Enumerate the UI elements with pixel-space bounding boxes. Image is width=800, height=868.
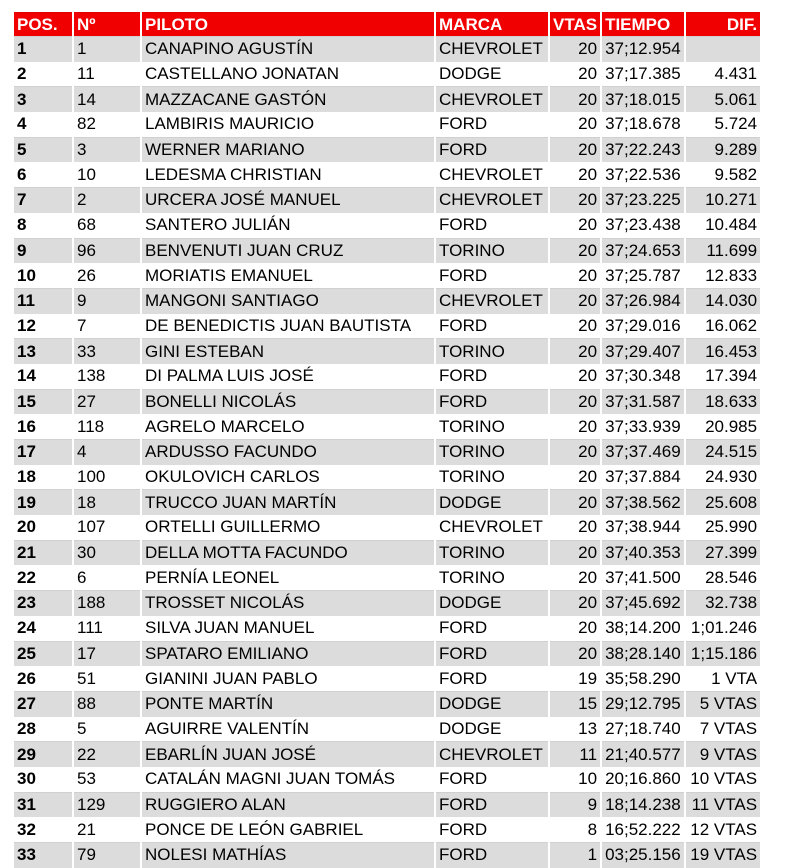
cell-driver: LEDESMA CHRISTIAN xyxy=(142,162,434,187)
cell-number: 138 xyxy=(74,364,140,389)
cell-number: 118 xyxy=(74,414,140,439)
cell-brand: FORD xyxy=(436,389,548,415)
cell-brand: DODGE xyxy=(436,590,548,616)
table-row xyxy=(14,792,760,818)
cell-laps: 20 xyxy=(550,238,600,264)
cell-driver: NOLESI MATHÍAS xyxy=(142,842,434,868)
cell-pos: 27 xyxy=(14,691,72,717)
cell-brand: CHEVROLET xyxy=(436,187,548,213)
header-diff: DIF. xyxy=(686,12,760,36)
cell-diff: 11 VTAS xyxy=(686,792,760,818)
table-header xyxy=(14,12,760,36)
cell-diff: 9 VTAS xyxy=(686,741,760,767)
cell-pos: 21 xyxy=(14,540,72,566)
cell-time: 37;17.385 xyxy=(602,62,684,87)
cell-number: 53 xyxy=(74,767,140,792)
cell-diff: 12 VTAS xyxy=(686,817,760,842)
cell-time: 29;12.795 xyxy=(602,691,684,717)
table-row xyxy=(14,565,760,590)
cell-laps: 20 xyxy=(550,288,600,314)
cell-diff: 10.271 xyxy=(686,187,760,213)
cell-driver: MAZZACANE GASTÓN xyxy=(142,86,434,112)
cell-laps: 8 xyxy=(550,817,600,842)
cell-driver: OKULOVICH CARLOS xyxy=(142,465,434,490)
table-row xyxy=(14,691,760,717)
cell-driver: TRUCCO JUAN MARTÍN xyxy=(142,489,434,515)
cell-time: 37;23.438 xyxy=(602,213,684,238)
cell-number: 2 xyxy=(74,187,140,213)
cell-pos: 25 xyxy=(14,641,72,667)
cell-laps: 20 xyxy=(550,616,600,641)
cell-time: 20;16.860 xyxy=(602,767,684,792)
cell-diff: 32.738 xyxy=(686,590,760,616)
cell-driver: BENVENUTI JUAN CRUZ xyxy=(142,238,434,264)
cell-driver: URCERA JOSÉ MANUEL xyxy=(142,187,434,213)
cell-laps: 20 xyxy=(550,590,600,616)
cell-pos: 2 xyxy=(14,62,72,87)
table-row xyxy=(14,137,760,163)
cell-driver: PERNÍA LEONEL xyxy=(142,565,434,590)
cell-brand: CHEVROLET xyxy=(436,515,548,540)
cell-brand: FORD xyxy=(436,213,548,238)
cell-laps: 20 xyxy=(550,489,600,515)
cell-brand: TORINO xyxy=(436,565,548,590)
cell-brand: FORD xyxy=(436,112,548,137)
cell-brand: CHEVROLET xyxy=(436,288,548,314)
cell-number: 68 xyxy=(74,213,140,238)
cell-pos: 18 xyxy=(14,465,72,490)
cell-number: 6 xyxy=(74,565,140,590)
cell-driver: SPATARO EMILIANO xyxy=(142,641,434,667)
cell-pos: 13 xyxy=(14,338,72,364)
cell-driver: EBARLÍN JUAN JOSÉ xyxy=(142,741,434,767)
cell-laps: 20 xyxy=(550,263,600,288)
cell-time: 37;29.016 xyxy=(602,314,684,339)
header-number: Nº xyxy=(74,12,140,36)
cell-laps: 10 xyxy=(550,767,600,792)
header-pos: POS. xyxy=(14,12,72,36)
cell-pos: 26 xyxy=(14,666,72,691)
cell-number: 188 xyxy=(74,590,140,616)
cell-time: 16;52.222 xyxy=(602,817,684,842)
cell-driver: GINI ESTEBAN xyxy=(142,338,434,364)
cell-brand: TORINO xyxy=(436,439,548,465)
cell-time: 37;33.939 xyxy=(602,414,684,439)
cell-brand: CHEVROLET xyxy=(436,36,548,62)
cell-diff: 10.484 xyxy=(686,213,760,238)
cell-pos: 6 xyxy=(14,162,72,187)
table-row xyxy=(14,36,760,62)
results-table xyxy=(12,12,762,868)
cell-time: 37;37.469 xyxy=(602,439,684,465)
cell-driver: ORTELLI GUILLERMO xyxy=(142,515,434,540)
cell-pos: 7 xyxy=(14,187,72,213)
cell-pos: 12 xyxy=(14,314,72,339)
cell-number: 96 xyxy=(74,238,140,264)
cell-brand: CHEVROLET xyxy=(436,86,548,112)
cell-driver: BONELLI NICOLÁS xyxy=(142,389,434,415)
cell-time: 37;45.692 xyxy=(602,590,684,616)
cell-number: 51 xyxy=(74,666,140,691)
cell-pos: 33 xyxy=(14,842,72,868)
cell-driver: PONCE DE LEÓN GABRIEL xyxy=(142,817,434,842)
table-row xyxy=(14,666,760,691)
cell-pos: 5 xyxy=(14,137,72,163)
cell-driver: RUGGIERO ALAN xyxy=(142,792,434,818)
cell-diff: 9.582 xyxy=(686,162,760,187)
header-time: TIEMPO xyxy=(602,12,684,36)
cell-laps: 15 xyxy=(550,691,600,717)
cell-brand: FORD xyxy=(436,364,548,389)
cell-laps: 20 xyxy=(550,36,600,62)
table-row xyxy=(14,641,760,667)
cell-brand: TORINO xyxy=(436,540,548,566)
cell-laps: 11 xyxy=(550,741,600,767)
cell-time: 37;25.787 xyxy=(602,263,684,288)
cell-laps: 20 xyxy=(550,338,600,364)
cell-laps: 1 xyxy=(550,842,600,868)
cell-number: 82 xyxy=(74,112,140,137)
table-row xyxy=(14,162,760,187)
cell-laps: 20 xyxy=(550,515,600,540)
table-row xyxy=(14,364,760,389)
cell-diff: 7 VTAS xyxy=(686,717,760,742)
cell-driver: DELLA MOTTA FACUNDO xyxy=(142,540,434,566)
cell-pos: 10 xyxy=(14,263,72,288)
cell-number: 11 xyxy=(74,62,140,87)
cell-time: 37;40.353 xyxy=(602,540,684,566)
cell-driver: AGUIRRE VALENTÍN xyxy=(142,717,434,742)
cell-time: 37;38.562 xyxy=(602,489,684,515)
cell-time: 38;14.200 xyxy=(602,616,684,641)
cell-pos: 24 xyxy=(14,616,72,641)
cell-diff: 11.699 xyxy=(686,238,760,264)
cell-time: 37;18.678 xyxy=(602,112,684,137)
cell-time: 37;37.884 xyxy=(602,465,684,490)
cell-diff: 19 VTAS xyxy=(686,842,760,868)
cell-number: 30 xyxy=(74,540,140,566)
cell-time: 37;24.653 xyxy=(602,238,684,264)
cell-time: 37;22.536 xyxy=(602,162,684,187)
cell-driver: SANTERO JULIÁN xyxy=(142,213,434,238)
cell-pos: 23 xyxy=(14,590,72,616)
table-row xyxy=(14,465,760,490)
table-row xyxy=(14,741,760,767)
cell-driver: MANGONI SANTIAGO xyxy=(142,288,434,314)
table-row xyxy=(14,288,760,314)
cell-driver: MORIATIS EMANUEL xyxy=(142,263,434,288)
cell-brand: TORINO xyxy=(436,465,548,490)
table-row xyxy=(14,414,760,439)
cell-number: 18 xyxy=(74,489,140,515)
cell-diff: 24.515 xyxy=(686,439,760,465)
table-row xyxy=(14,590,760,616)
cell-driver: WERNER MARIANO xyxy=(142,137,434,163)
cell-time: 37;38.944 xyxy=(602,515,684,540)
cell-time: 37;22.243 xyxy=(602,137,684,163)
cell-laps: 20 xyxy=(550,62,600,87)
cell-laps: 20 xyxy=(550,187,600,213)
table-row xyxy=(14,187,760,213)
cell-diff: 20.985 xyxy=(686,414,760,439)
cell-laps: 20 xyxy=(550,213,600,238)
cell-laps: 20 xyxy=(550,540,600,566)
cell-time: 35;58.290 xyxy=(602,666,684,691)
cell-number: 17 xyxy=(74,641,140,667)
cell-number: 129 xyxy=(74,792,140,818)
cell-driver: LAMBIRIS MAURICIO xyxy=(142,112,434,137)
table-row xyxy=(14,489,760,515)
cell-diff: 4.431 xyxy=(686,62,760,87)
cell-diff: 25.608 xyxy=(686,489,760,515)
table-row xyxy=(14,314,760,339)
cell-driver: AGRELO MARCELO xyxy=(142,414,434,439)
cell-brand: TORINO xyxy=(436,238,548,264)
cell-diff xyxy=(686,36,760,62)
cell-driver: CATALÁN MAGNI JUAN TOMÁS xyxy=(142,767,434,792)
header-laps: VTAS xyxy=(550,12,600,36)
cell-brand: FORD xyxy=(436,767,548,792)
cell-number: 14 xyxy=(74,86,140,112)
cell-number: 4 xyxy=(74,439,140,465)
cell-time: 37;23.225 xyxy=(602,187,684,213)
cell-number: 88 xyxy=(74,691,140,717)
cell-pos: 9 xyxy=(14,238,72,264)
cell-number: 33 xyxy=(74,338,140,364)
cell-brand: FORD xyxy=(436,842,548,868)
cell-diff: 25.990 xyxy=(686,515,760,540)
cell-driver: ARDUSSO FACUNDO xyxy=(142,439,434,465)
cell-brand: FORD xyxy=(436,137,548,163)
cell-number: 107 xyxy=(74,515,140,540)
cell-brand: DODGE xyxy=(436,62,548,87)
table-row xyxy=(14,515,760,540)
cell-pos: 1 xyxy=(14,36,72,62)
cell-pos: 31 xyxy=(14,792,72,818)
cell-laps: 13 xyxy=(550,717,600,742)
table-row xyxy=(14,263,760,288)
cell-pos: 22 xyxy=(14,565,72,590)
cell-pos: 19 xyxy=(14,489,72,515)
cell-time: 37;18.015 xyxy=(602,86,684,112)
cell-time: 37;41.500 xyxy=(602,565,684,590)
cell-laps: 20 xyxy=(550,389,600,415)
cell-laps: 20 xyxy=(550,641,600,667)
cell-brand: TORINO xyxy=(436,338,548,364)
cell-diff: 1 VTA xyxy=(686,666,760,691)
cell-driver: PONTE MARTÍN xyxy=(142,691,434,717)
cell-diff: 5.724 xyxy=(686,112,760,137)
table-row xyxy=(14,112,760,137)
cell-laps: 20 xyxy=(550,439,600,465)
cell-driver: SILVA JUAN MANUEL xyxy=(142,616,434,641)
table-row xyxy=(14,86,760,112)
cell-pos: 15 xyxy=(14,389,72,415)
cell-diff: 12.833 xyxy=(686,263,760,288)
cell-pos: 30 xyxy=(14,767,72,792)
cell-number: 79 xyxy=(74,842,140,868)
cell-number: 100 xyxy=(74,465,140,490)
cell-brand: FORD xyxy=(436,616,548,641)
cell-pos: 3 xyxy=(14,86,72,112)
cell-brand: FORD xyxy=(436,666,548,691)
cell-pos: 8 xyxy=(14,213,72,238)
cell-diff: 1;01.246 xyxy=(686,616,760,641)
cell-driver: TROSSET NICOLÁS xyxy=(142,590,434,616)
cell-number: 3 xyxy=(74,137,140,163)
cell-diff: 16.453 xyxy=(686,338,760,364)
cell-diff: 5 VTAS xyxy=(686,691,760,717)
cell-diff: 1;15.186 xyxy=(686,641,760,667)
cell-brand: FORD xyxy=(436,817,548,842)
cell-number: 10 xyxy=(74,162,140,187)
cell-brand: DODGE xyxy=(436,691,548,717)
cell-diff: 24.930 xyxy=(686,465,760,490)
cell-time: 18;14.238 xyxy=(602,792,684,818)
cell-brand: TORINO xyxy=(436,414,548,439)
cell-number: 9 xyxy=(74,288,140,314)
cell-diff: 28.546 xyxy=(686,565,760,590)
table-row xyxy=(14,767,760,792)
cell-driver: CASTELLANO JONATAN xyxy=(142,62,434,87)
cell-time: 27;18.740 xyxy=(602,717,684,742)
cell-pos: 14 xyxy=(14,364,72,389)
cell-brand: FORD xyxy=(436,263,548,288)
cell-diff: 17.394 xyxy=(686,364,760,389)
cell-diff: 5.061 xyxy=(686,86,760,112)
cell-pos: 17 xyxy=(14,439,72,465)
table-row xyxy=(14,213,760,238)
header-brand: MARCA xyxy=(436,12,548,36)
cell-time: 37;12.954 xyxy=(602,36,684,62)
table-row xyxy=(14,717,760,742)
cell-diff: 16.062 xyxy=(686,314,760,339)
cell-time: 38;28.140 xyxy=(602,641,684,667)
cell-pos: 11 xyxy=(14,288,72,314)
cell-laps: 20 xyxy=(550,314,600,339)
cell-pos: 20 xyxy=(14,515,72,540)
cell-laps: 19 xyxy=(550,666,600,691)
cell-number: 111 xyxy=(74,616,140,641)
cell-time: 21;40.577 xyxy=(602,741,684,767)
cell-diff: 9.289 xyxy=(686,137,760,163)
table-row xyxy=(14,817,760,842)
cell-diff: 14.030 xyxy=(686,288,760,314)
table-row xyxy=(14,238,760,264)
cell-time: 37;26.984 xyxy=(602,288,684,314)
cell-time: 37;31.587 xyxy=(602,389,684,415)
cell-laps: 20 xyxy=(550,465,600,490)
cell-time: 03;25.156 xyxy=(602,842,684,868)
cell-laps: 20 xyxy=(550,137,600,163)
cell-laps: 20 xyxy=(550,86,600,112)
cell-brand: CHEVROLET xyxy=(436,162,548,187)
cell-number: 27 xyxy=(74,389,140,415)
table-row xyxy=(14,389,760,415)
table-row xyxy=(14,338,760,364)
cell-number: 7 xyxy=(74,314,140,339)
cell-driver: CANAPINO AGUSTÍN xyxy=(142,36,434,62)
cell-number: 26 xyxy=(74,263,140,288)
cell-number: 1 xyxy=(74,36,140,62)
cell-brand: CHEVROLET xyxy=(436,741,548,767)
cell-brand: FORD xyxy=(436,792,548,818)
table-row xyxy=(14,62,760,87)
cell-laps: 20 xyxy=(550,162,600,187)
cell-driver: GIANINI JUAN PABLO xyxy=(142,666,434,691)
table-row xyxy=(14,439,760,465)
cell-laps: 9 xyxy=(550,792,600,818)
cell-time: 37;29.407 xyxy=(602,338,684,364)
header-driver: PILOTO xyxy=(142,12,434,36)
cell-brand: DODGE xyxy=(436,489,548,515)
header-row xyxy=(14,12,760,36)
cell-laps: 20 xyxy=(550,414,600,439)
cell-time: 37;30.348 xyxy=(602,364,684,389)
table-body xyxy=(14,36,760,868)
cell-pos: 4 xyxy=(14,112,72,137)
cell-brand: FORD xyxy=(436,641,548,667)
cell-number: 5 xyxy=(74,717,140,742)
table-row xyxy=(14,842,760,868)
cell-driver: DI PALMA LUIS JOSÉ xyxy=(142,364,434,389)
cell-diff: 27.399 xyxy=(686,540,760,566)
cell-brand: DODGE xyxy=(436,717,548,742)
cell-laps: 20 xyxy=(550,364,600,389)
cell-laps: 20 xyxy=(550,112,600,137)
cell-pos: 29 xyxy=(14,741,72,767)
cell-number: 22 xyxy=(74,741,140,767)
cell-diff: 18.633 xyxy=(686,389,760,415)
cell-laps: 20 xyxy=(550,565,600,590)
cell-pos: 32 xyxy=(14,817,72,842)
table-row xyxy=(14,616,760,641)
cell-brand: FORD xyxy=(436,314,548,339)
cell-driver: DE BENEDICTIS JUAN BAUTISTA xyxy=(142,314,434,339)
cell-diff: 10 VTAS xyxy=(686,767,760,792)
cell-number: 21 xyxy=(74,817,140,842)
cell-pos: 28 xyxy=(14,717,72,742)
table-row xyxy=(14,540,760,566)
cell-pos: 16 xyxy=(14,414,72,439)
